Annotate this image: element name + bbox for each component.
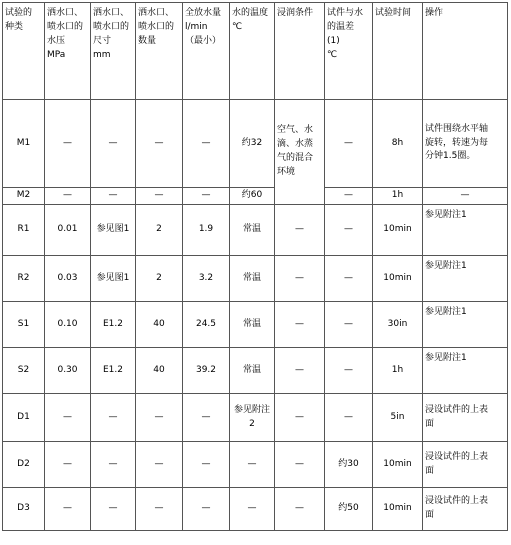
count-cell: 2 xyxy=(136,256,183,302)
size-cell: — xyxy=(91,488,136,531)
water-pressure-header-line: MPa xyxy=(47,49,66,60)
table-row xyxy=(3,302,508,348)
flow-rate-header-line: 全放水量 xyxy=(185,8,222,18)
flow-cell: — xyxy=(183,100,230,188)
nozzle-size-header-line: mm xyxy=(93,49,111,60)
temp-diff-cell: 约30 xyxy=(325,442,373,488)
type-cell: D1 xyxy=(3,394,45,442)
temp-cell: 常温 xyxy=(230,205,275,256)
table-row xyxy=(3,442,508,488)
table-row xyxy=(3,256,508,302)
size-cell: 参见图1 xyxy=(91,205,136,256)
count-cell: 2 xyxy=(136,205,183,256)
nozzle-size-header-line: 尺寸 xyxy=(93,35,112,46)
type-cell: D3 xyxy=(3,488,45,531)
flow-rate-header-line: l/min xyxy=(185,21,208,32)
size-cell: — xyxy=(91,394,136,442)
type-cell: M1 xyxy=(3,100,45,188)
flow-cell: 24.5 xyxy=(183,302,230,348)
temp-diff-cell: — xyxy=(325,205,373,256)
test-type-header xyxy=(3,3,45,100)
operation-cell-line: 参见附注1 xyxy=(425,210,467,220)
water-pressure-header xyxy=(45,3,91,100)
immersion-condition-header-line: 浸润条件 xyxy=(277,8,314,18)
flow-cell: — xyxy=(183,488,230,531)
water-temp-header-line: 水的温度 xyxy=(232,8,269,18)
flow-cell: — xyxy=(183,394,230,442)
pressure-cell: 0.10 xyxy=(45,302,91,348)
temp-diff-header-line: 试件与水 xyxy=(327,8,364,18)
pressure-cell: 0.03 xyxy=(45,256,91,302)
temp-diff-cell: — xyxy=(325,256,373,302)
operation-header xyxy=(423,3,508,100)
operation-cell xyxy=(423,348,508,394)
temp-cell: — xyxy=(230,442,275,488)
temp-diff-cell: — xyxy=(325,188,373,205)
temp-diff-cell: 约50 xyxy=(325,488,373,531)
temp-diff-header-line: 的温差 xyxy=(327,21,355,32)
flow-cell: 3.2 xyxy=(183,256,230,302)
condition-cell xyxy=(275,488,325,531)
condition-cell-line: — xyxy=(295,224,304,235)
size-cell: — xyxy=(91,188,136,205)
count-cell: — xyxy=(136,100,183,188)
test-time-cell: 5in xyxy=(373,394,423,442)
flow-rate-header-line: （最小） xyxy=(185,35,222,46)
type-cell: M2 xyxy=(3,188,45,205)
operation-cell xyxy=(423,188,508,205)
nozzle-count-header-line: 洒水口、 xyxy=(138,8,175,18)
condition-cell-line: — xyxy=(295,272,304,283)
pressure-cell: — xyxy=(45,394,91,442)
count-cell: — xyxy=(136,442,183,488)
test-time-cell: 1h xyxy=(373,188,423,205)
condition-cell-line: 空气、水 xyxy=(277,125,314,136)
size-cell: — xyxy=(91,442,136,488)
operation-cell xyxy=(423,394,508,442)
pressure-cell: — xyxy=(45,100,91,188)
count-cell: — xyxy=(136,488,183,531)
pressure-cell: — xyxy=(45,442,91,488)
operation-header-line: 操作 xyxy=(425,8,444,18)
condition-cell-line: — xyxy=(295,411,304,422)
nozzle-count-header-line: 数量 xyxy=(138,35,157,46)
operation-cell-line: 浸设试件的上表 xyxy=(425,496,489,507)
test-time-cell: 30in xyxy=(373,302,423,348)
pressure-cell: 0.01 xyxy=(45,205,91,256)
table-row xyxy=(3,205,508,256)
operation-cell-line: 参见附注1 xyxy=(425,307,467,317)
test-time-cell: 8h xyxy=(373,100,423,188)
flow-cell: — xyxy=(183,188,230,205)
condition-cell xyxy=(275,394,325,442)
type-cell: S2 xyxy=(3,348,45,394)
temp-diff-header-line: (1) xyxy=(327,35,340,46)
temp-cell: 常温 xyxy=(230,256,275,302)
test-type-header-line: 种类 xyxy=(5,21,24,32)
operation-cell-line: 浸设试件的上表 xyxy=(425,451,489,462)
flow-rate-header xyxy=(183,3,230,100)
flow-cell: 1.9 xyxy=(183,205,230,256)
condition-cell-line: 滴、水蒸 xyxy=(277,139,314,150)
immersion-condition-header xyxy=(275,3,325,100)
operation-cell xyxy=(423,488,508,531)
type-cell: R2 xyxy=(3,256,45,302)
count-cell: 40 xyxy=(136,348,183,394)
water-pressure-header-line: 喷水口的 xyxy=(47,21,84,32)
table-row xyxy=(3,188,508,205)
operation-cell-line: 面 xyxy=(425,510,435,520)
type-cell: D2 xyxy=(3,442,45,488)
water-pressure-header-line: 水压 xyxy=(47,35,66,46)
count-cell: 40 xyxy=(136,302,183,348)
size-cell: — xyxy=(91,100,136,188)
test-type-header-line: 试验的 xyxy=(5,8,33,18)
water-temp-header xyxy=(230,3,275,100)
temp-diff-cell: — xyxy=(325,394,373,442)
water-temp-header-line: ℃ xyxy=(232,21,243,32)
test-time-cell: 1h xyxy=(373,348,423,394)
operation-cell-line: — xyxy=(460,190,470,201)
condition-cell-line: — xyxy=(295,318,304,329)
size-cell: 参见图1 xyxy=(91,256,136,302)
condition-cell xyxy=(275,302,325,348)
water-pressure-header-line: 洒水口、 xyxy=(47,8,84,18)
pressure-cell: 0.30 xyxy=(45,348,91,394)
operation-cell-line: 面 xyxy=(425,418,435,429)
test-conditions-table xyxy=(2,2,508,531)
operation-cell xyxy=(423,442,508,488)
type-cell: R1 xyxy=(3,205,45,256)
temp-diff-header xyxy=(325,3,373,100)
pressure-cell: — xyxy=(45,188,91,205)
nozzle-size-header-line: 喷水口的 xyxy=(93,21,130,32)
operation-cell-line: 试件围绕水平轴 xyxy=(425,123,489,134)
pressure-cell: — xyxy=(45,488,91,531)
table-row xyxy=(3,100,508,188)
table-row xyxy=(3,488,508,531)
operation-cell xyxy=(423,205,508,256)
operation-cell xyxy=(423,302,508,348)
condition-cell xyxy=(275,348,325,394)
header-row xyxy=(3,3,508,100)
size-cell: E1.2 xyxy=(91,348,136,394)
nozzle-size-header xyxy=(91,3,136,100)
condition-cell xyxy=(275,442,325,488)
temp-cell: — xyxy=(230,488,275,531)
temp-cell: 常温 xyxy=(230,302,275,348)
size-cell: E1.2 xyxy=(91,302,136,348)
nozzle-count-header-line: 喷水口的 xyxy=(138,21,175,32)
condition-cell xyxy=(275,100,325,205)
test-time-header-line: 试验时间 xyxy=(375,8,412,18)
table-row xyxy=(3,394,508,442)
table-row xyxy=(3,348,508,394)
test-time-cell: 10min xyxy=(373,256,423,302)
temp-cell: 约32 xyxy=(230,100,275,188)
temp-diff-cell: — xyxy=(325,100,373,188)
condition-cell-line: 环境 xyxy=(277,166,296,177)
operation-cell xyxy=(423,100,508,188)
condition-cell xyxy=(275,256,325,302)
operation-cell-line: 面 xyxy=(425,465,435,476)
count-cell: — xyxy=(136,394,183,442)
operation-cell-line: 浸设试件的上表 xyxy=(425,404,489,415)
condition-cell-line: — xyxy=(295,503,304,514)
operation-cell-line: 旋转，转速为每 xyxy=(425,137,489,148)
operation-cell-line: 参见附注1 xyxy=(425,261,467,271)
test-time-cell: 10min xyxy=(373,442,423,488)
temp-diff-cell: — xyxy=(325,302,373,348)
condition-cell-line: — xyxy=(295,458,304,469)
nozzle-size-header-line: 洒水口、 xyxy=(93,8,130,18)
nozzle-count-header xyxy=(136,3,183,100)
temp-diff-header-line: ℃ xyxy=(327,49,338,60)
operation-cell-line: 参见附注1 xyxy=(425,353,467,363)
temp-cell: 参见附注2 xyxy=(230,394,275,442)
test-time-cell: 10min xyxy=(373,205,423,256)
type-cell: S1 xyxy=(3,302,45,348)
flow-cell: — xyxy=(183,442,230,488)
test-time-cell: 10min xyxy=(373,488,423,531)
test-time-header xyxy=(373,3,423,100)
condition-cell xyxy=(275,205,325,256)
operation-cell xyxy=(423,256,508,302)
condition-cell-line: 气的混合 xyxy=(277,153,314,163)
condition-cell-line: — xyxy=(295,364,304,375)
temp-cell: 约60 xyxy=(230,188,275,205)
temp-cell: 常温 xyxy=(230,348,275,394)
temp-diff-cell: — xyxy=(325,348,373,394)
flow-cell: 39.2 xyxy=(183,348,230,394)
operation-cell-line: 分钟1.5圈。 xyxy=(425,151,476,162)
count-cell: — xyxy=(136,188,183,205)
